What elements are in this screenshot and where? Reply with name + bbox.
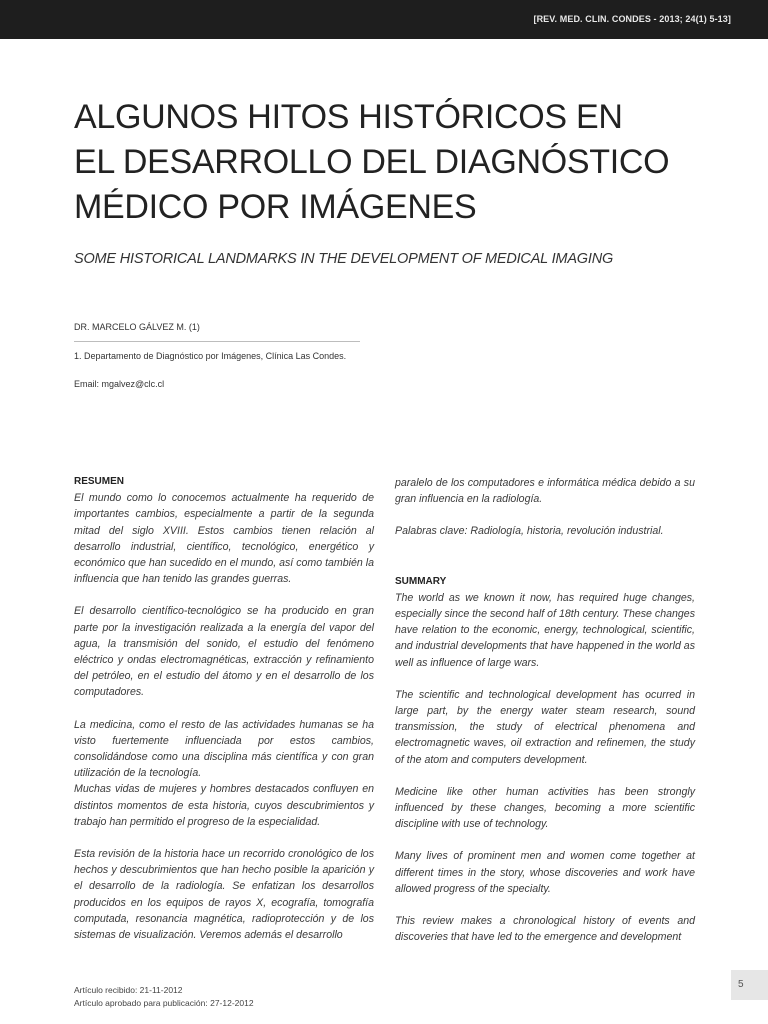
- title-line-1: ALGUNOS HITOS HISTÓRICOS EN: [74, 98, 623, 136]
- resumen-paragraph-continued: paralelo de los computadores e informática médica debido a su gran influencia en la radiología.: [395, 477, 695, 506]
- author-name: DR. MARCELO GÁLVEZ M. (1): [74, 322, 200, 332]
- author-affiliation: 1. Departamento de Diagnóstico por Imágenes, Clínica Las Condes.: [74, 351, 347, 361]
- summary-paragraph: The world as we known it now, has required huge changes, especially since the second half of 18th century. These changes have relation to the economic, energy, technological, scientific, and industrial developments that have happened in the world as well as influence of large wars.: [395, 591, 695, 669]
- author-divider: [74, 341, 360, 342]
- resumen-paragraph: Muchas vidas de mujeres y hombres destacados confluyen en distintos momentos de esta historia, cuyos descubrimientos y trabajo han permitido el progreso de la especialidad.: [74, 783, 374, 828]
- page-number: 5: [738, 979, 744, 990]
- article-title: [74, 95, 714, 230]
- summary-paragraph: Medicine like other human activities has been strongly influenced by these changes, becoming a more scientific discipline with use of technology.: [395, 785, 695, 831]
- resumen-paragraph: El mundo como lo conocemos actualmente ha requerido de importantes cambios, especialmente a partir de la segunda mitad del siglo XVIII. Estos cambios tienen relación al desarrollo industrial, científico, tecnológico, energético y económico que han sucedido en el mundo, así como también la influencia que han tenido las grandes guerras.: [74, 492, 374, 586]
- title-line-3: MÉDICO POR IMÁGENES: [74, 188, 477, 226]
- article-subtitle: SOME HISTORICAL LANDMARKS IN THE DEVELOPMENT OF MEDICAL IMAGING: [74, 251, 614, 267]
- title-line-2: EL DESARROLLO DEL DIAGNÓSTICO: [74, 143, 670, 181]
- resumen-paragraph: El desarrollo científico-tecnológico se ha producido en gran parte por la investigación realizada a la energía del vapor del agua, la transmisión del sonido, el estudio del fenómeno eléctrico y ondas electromagnéticas, extracción y refinamiento del petróleo, en el estudio del átomo y en el desarrollo de los computadores.: [74, 605, 374, 699]
- page-number-tab: [731, 970, 768, 1000]
- summary-paragraph: The scientific and technological development has ocurred in large part, by the energy water steam research, sound transmission, the study of electrical phenomena and electromagnetic waves, oil extraction and refinemen, the study of the atom and computers development.: [395, 688, 695, 766]
- resumen-paragraph: Esta revisión de la historia hace un recorrido cronológico de los hechos y descubrimientos que han hecho posible la aparición y el desarrollo de la radiología. Se enfatizan los desarrollos producidos en los equipos de rayos X, ecografía, tomografía computada, resonancia magnética, radioprotección y de los sistemas de visualización. Veremos además el desarrollo: [74, 848, 374, 942]
- resumen-paragraph: La medicina, como el resto de las actividades humanas se ha visto fuertemente influenciada por estos cambios, consolidándose como una disciplina más científica y con gran utilización de la tecnología.: [74, 718, 374, 780]
- article-dates: [74, 984, 254, 1010]
- summary-heading: SUMMARY: [395, 575, 447, 587]
- summary-column: [395, 475, 695, 945]
- summary-paragraph: Many lives of prominent men and women come together at different times in the story, whose discoveries and work have allowed progress of the specialty.: [395, 850, 695, 895]
- approved-date: Artículo aprobado para publicación: 27-12-2012: [74, 998, 254, 1008]
- resumen-heading: RESUMEN: [74, 476, 125, 487]
- summary-paragraph: This review makes a chronological history of events and discoveries that have led to the emergence and development: [395, 915, 695, 944]
- resumen-column: [74, 474, 374, 943]
- received-date: Artículo recibido: 21-11-2012: [74, 985, 183, 995]
- journal-header-bar: [0, 0, 768, 39]
- author-email: Email: mgalvez@clc.cl: [74, 379, 165, 389]
- journal-citation: [REV. MED. CLIN. CONDES - 2013; 24(1) 5-13]: [533, 14, 731, 24]
- keywords: Palabras clave: Radiología, historia, revolución industrial.: [395, 525, 664, 538]
